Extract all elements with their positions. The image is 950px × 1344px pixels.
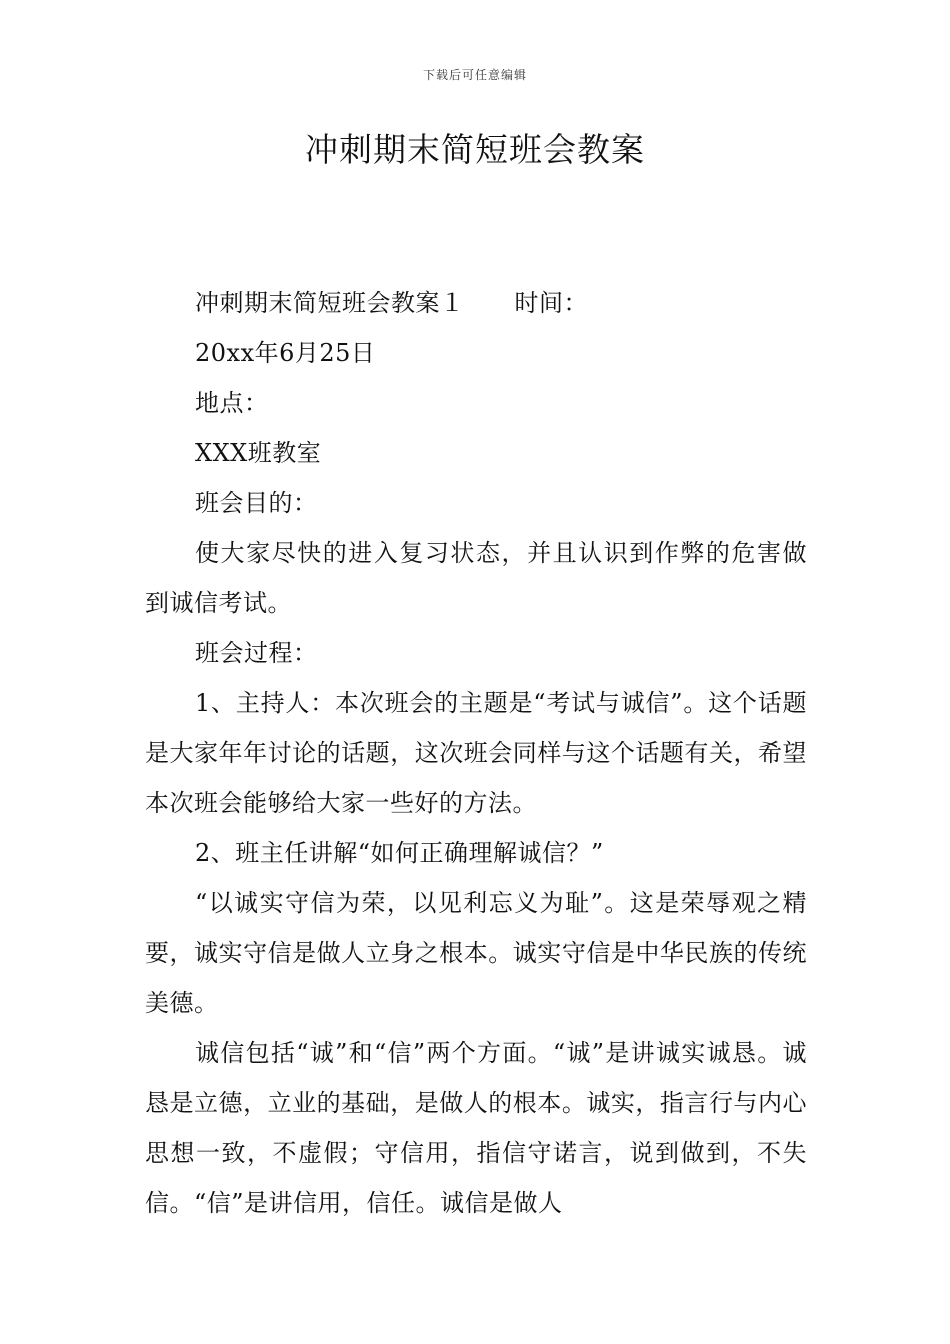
time-label: 时间：: [514, 289, 588, 317]
paragraph-honor-quote: “以诚实守信为荣，以见利忘义为耻”。这是荣辱观之精要，诚实守信是做人立身之根本。诚实守信是中华民族的传统美德。: [145, 889, 807, 1017]
document-body: [145, 278, 807, 1228]
paragraph-step-2: 2、班主任讲解“如何正确理解诚信？”: [195, 839, 604, 867]
paragraph-purpose: 使大家尽快的进入复习状态，并且认识到作弊的危害做到诚信考试。: [145, 539, 807, 617]
paragraph-location: XXX班教室: [195, 439, 322, 467]
document-title: 冲刺期末简短班会教案: [305, 130, 645, 169]
header-note: 下载后可任意编辑: [422, 68, 527, 82]
paragraph-integrity: 诚信包括“诚”和“信”两个方面。“诚”是讲诚实诚恳。诚恳是立德，立业的基础，是做人的根本。诚实，指言行与内心思想一致，不虚假；守信用，指信守诺言，说到做到，不失信。“信”是讲信用，信任。诚信是做人: [145, 1039, 807, 1217]
paragraph-heading-time: [145, 278, 807, 328]
paragraph-date: 20xx年6月25日: [195, 339, 376, 367]
paragraph-location-label: 地点：: [195, 389, 269, 417]
lesson-plan-label: 冲刺期末简短班会教案１: [195, 289, 465, 317]
paragraph-process-label: 班会过程：: [195, 639, 318, 667]
paragraph-purpose-label: 班会目的：: [195, 489, 318, 517]
paragraph-step-1: 1、主持人：本次班会的主题是“考试与诚信”。这个话题是大家年年讨论的话题，这次班会同样与这个话题有关，希望本次班会能够给大家一些好的方法。: [145, 689, 807, 817]
